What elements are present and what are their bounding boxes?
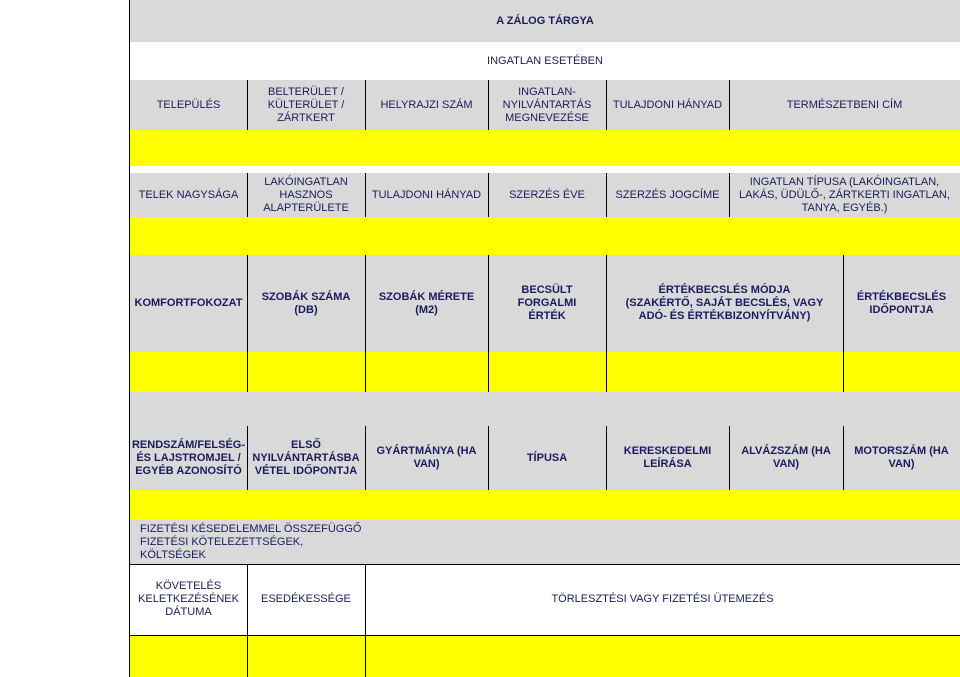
grid-line [488,255,489,392]
form-title-text: A ZÁLOG TÁRGYA [496,14,594,27]
row1-col2-label: BELTERÜLET / KÜLTERÜLET / ZÁRTKERT [267,85,345,124]
row4-col6 [729,426,843,490]
row3-input-3[interactable] [365,352,488,392]
row5-col3-label: TÖRLESZTÉSI VAGY FIZETÉSI ÜTEMEZÉS [551,593,774,605]
row1-col4 [488,80,606,130]
grid-line [365,426,366,490]
row5-col2 [247,564,365,635]
grid-line [365,564,366,677]
row3-col5-label: ÉRTÉKBECSLÉS MÓDJA (SZAKÉRTŐ, SAJÁT BECSLÉS, VAGY ADÓ- ÉS ÉRTÉKBIZONYÍTVÁNY) [625,284,824,322]
row3-col5 [606,255,843,352]
row4-col4 [488,426,606,490]
row3-input-2[interactable] [247,352,365,392]
grid-line [843,255,844,392]
row1-col3 [365,80,488,130]
grid-line [606,426,607,490]
form-title [130,0,960,42]
grid-line [843,426,844,490]
row4-col4-label: TÍPUSA [526,451,568,464]
grid-line [488,173,489,217]
row4-col3-label: GYÁRTMÁNYA (HA VAN) [376,445,477,470]
row4-col7 [843,426,960,490]
row3-input-4[interactable] [488,352,606,392]
row2-col1-label: TELEK NAGYSÁGA [138,188,239,201]
row3-input-1[interactable] [130,352,247,392]
row3-col1 [130,255,247,352]
row3-col1-label: KOMFORTFOKOZAT [134,297,243,309]
row2-col4 [488,173,606,217]
row1-col6 [729,80,960,130]
grid-line [606,255,607,392]
row4-col7-label: MOTORSZÁM (HA VAN) [854,445,949,470]
grid-line [365,255,366,392]
row3-col4-label: BECSÜLT FORGALMI ÉRTÉK [517,284,577,322]
grid-line [488,426,489,490]
grid-line [247,426,248,490]
grid-line [729,173,730,217]
form-subtitle [130,42,960,80]
grid-line [247,564,248,677]
grid-line [729,426,730,490]
row1-spacer [130,166,960,173]
row3-col6-label: ÉRTÉKBECSLÉS IDŐPONTJA [856,290,947,316]
row4-col5-label: KERESKEDELMI LEÍRÁSA [623,445,712,470]
row3-input-6[interactable] [843,352,960,392]
row5-input-3[interactable] [365,635,960,677]
row1-col6-label: TERMÉSZETBENI CÍM [786,98,903,111]
row3-input-5[interactable] [606,352,843,392]
grid-line [488,80,489,130]
row4-col2-label: ELSŐ NYILVÁNTARTÁSBA VÉTEL IDŐPONTJA [252,438,360,477]
grid-line [130,564,960,565]
row5-col1-label: KÖVETELÉS KELETKEZÉSÉNEK DÁTUMA [138,580,239,618]
row5-input-2[interactable] [247,635,365,677]
form-subtitle-text: INGATLAN ESETÉBEN [487,54,603,67]
row2-col2-label: LAKÓINGATLAN HASZNOS ALAPTERÜLETE [263,175,349,214]
row2-col5-label: SZERZÉS JOGCÍME [615,188,720,201]
row3-col3 [365,255,488,352]
grid-line [365,80,366,130]
row1-col5-label: TULAJDONI HÁNYAD [612,98,723,111]
grid-line [606,173,607,217]
row3-col4 [488,255,606,352]
row2-col2 [247,173,365,217]
row2-col1 [130,173,247,217]
row5-col3 [365,564,960,635]
grid-line [247,80,248,130]
section-divider [130,392,960,426]
row3-col2-label: SZOBÁK SZÁMA (DB) [261,290,351,316]
section5-title [130,520,960,564]
grid-line [130,635,960,636]
row2-col5 [606,173,729,217]
row1-col1 [130,80,247,130]
row2-input[interactable] [130,217,960,255]
row2-col6 [729,173,960,217]
row1-col5 [606,80,729,130]
grid-line [606,80,607,130]
row2-col3 [365,173,488,217]
row2-col4-label: SZERZÉS ÉVE [509,188,585,201]
row5-col1 [130,564,247,635]
grid-line [247,173,248,217]
row1-col2 [247,80,365,130]
row4-col5 [606,426,729,490]
row3-col2 [247,255,365,352]
row3-col3-label: SZOBÁK MÉRETE (M2) [378,290,475,316]
row4-col1 [130,426,247,490]
row4-input[interactable] [130,490,960,520]
row4-col3 [365,426,488,490]
row1-input[interactable] [130,130,960,166]
grid-line [729,80,730,130]
row2-col6-label: INGATLAN TÍPUSA (LAKÓINGATLAN, LAKÁS, ÜDÜLŐ-, ZÁRTKERTI INGATLAN, TANYA, EGYÉB.) [739,175,950,214]
row1-col3-label: HELYRAJZI SZÁM [380,98,473,111]
grid-line [247,255,248,392]
grid-line [365,173,366,217]
row1-col1-label: TELEPÜLÉS [156,98,221,111]
row4-col2 [247,426,365,490]
row4-col6-label: ALVÁZSZÁM (HA VAN) [741,445,831,470]
row1-col4-label: INGATLAN-NYILVÁNTARTÁS MEGNEVEZÉSE [502,85,592,124]
row4-col1-label: RENDSZÁM/FELSÉG-ÉS LAJSTROMJEL / EGYÉB AZONOSÍTÓ [131,438,246,477]
row5-input-1[interactable] [130,635,247,677]
row3-col6 [843,255,960,352]
section5-title-text: FIZETÉSI KÉSEDELEMMEL ÖSSZEFÜGGŐ FIZETÉSI KÖTELEZETTSÉGEK, KÖLTSÉGEK [140,522,362,561]
row5-col2-label: ESEDÉKESSÉGE [261,593,351,605]
row2-col3-label: TULAJDONI HÁNYAD [371,188,482,201]
